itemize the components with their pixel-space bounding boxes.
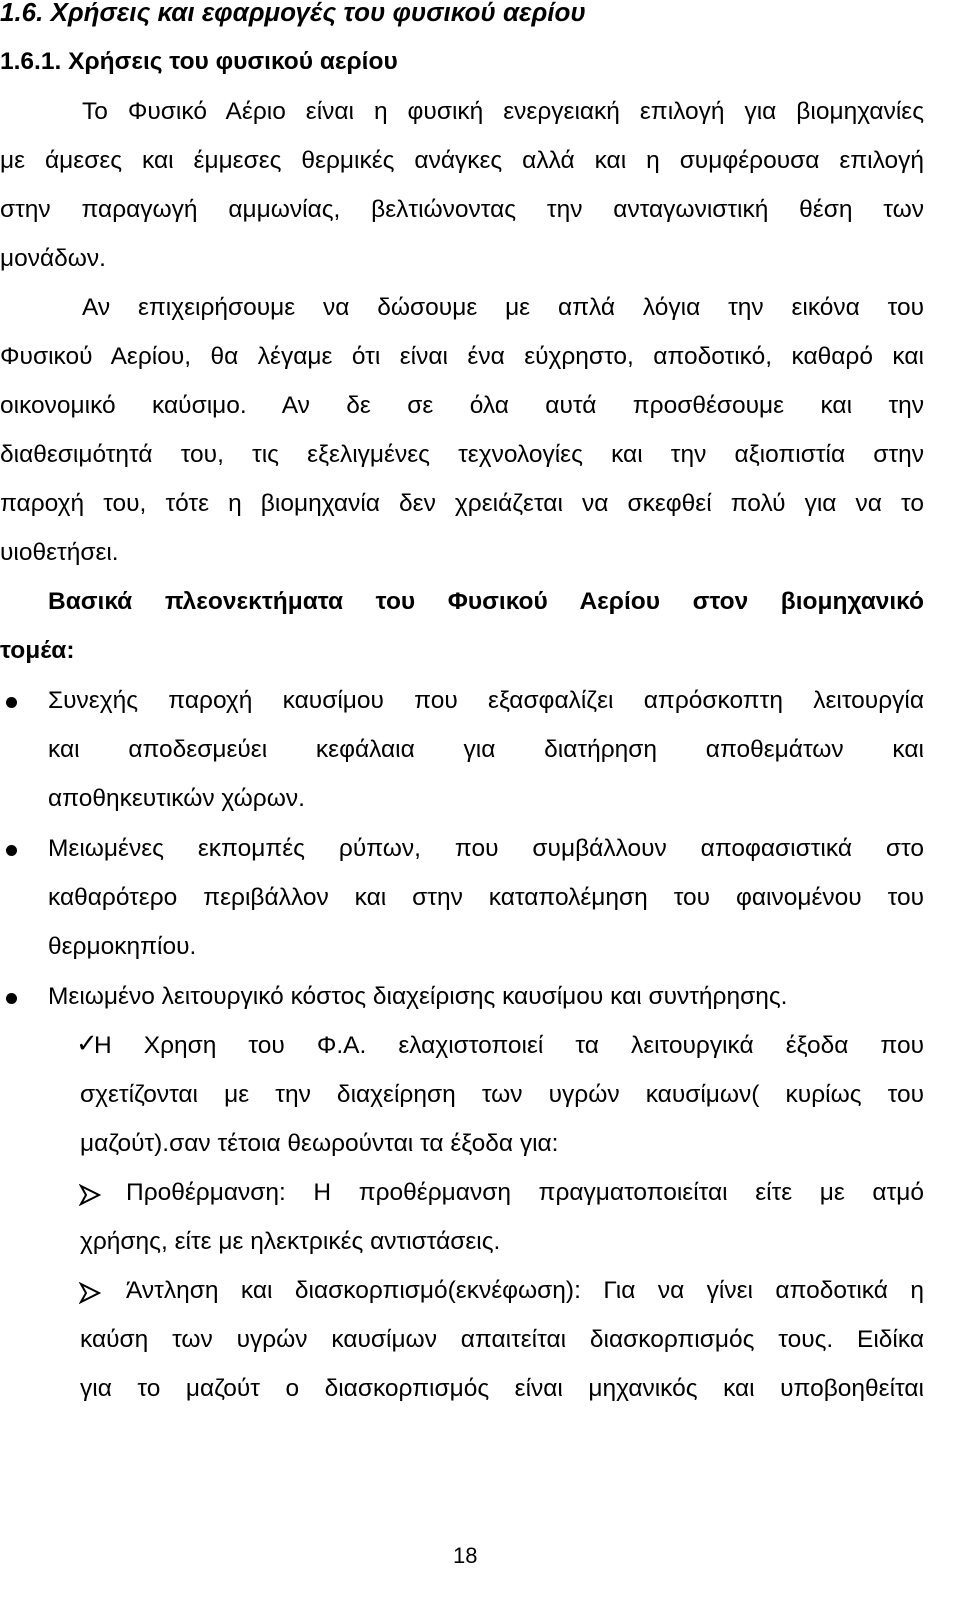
bullet1-line-2: και αποδεσμεύει κεφάλαια για διατήρηση αποθεμάτων και	[48, 736, 924, 763]
check-item-line-2: σχετίζονται με την διαχείρηση των υγρών καυσίμων( κυρίως του	[80, 1081, 924, 1108]
bullet-dot-icon	[6, 697, 17, 708]
bullet1-line-3: αποθηκευτικών χώρων.	[48, 785, 305, 812]
arrow-item1-line-2: χρήσης, είτε με ηλεκτρικές αντιστάσεις.	[80, 1228, 501, 1255]
advantages-heading-line-1: Βασικά πλεονεκτήματα του Φυσικού Αερίου στον βιομηχανικό	[48, 588, 924, 615]
check-item-line-3: μαζούτ).σαν τέτοια θεωρούνται τα έξοδα για:	[80, 1130, 559, 1157]
bullet2-line-2: καθαρότερο περιβάλλον και στην καταπολέμηση του φαινομένου του	[48, 884, 924, 911]
bullet1-line-1: Συνεχής παροχή καυσίμου που εξασφαλίζει απρόσκοπτη λειτουργία	[48, 687, 924, 714]
para2-line-3: οικονομικό καύσιμο. Αν δε σε όλα αυτά προσθέσουμε και την	[0, 392, 924, 419]
para2-line-1: Αν επιχειρήσουμε να δώσουμε με απλά λόγια την εικόνα του	[82, 294, 924, 321]
arrow-item2-line-2: καύση των υγρών καυσίμων απαιτείται διασκορπισμός τους. Ειδίκα	[80, 1326, 924, 1353]
checkmark-icon: ✓	[76, 1029, 98, 1059]
section-heading-1-6: 1.6. Χρήσεις και εφαρμογές του φυσικού αερίου	[0, 0, 586, 27]
arrow-item2-line-3: για το μαζούτ ο διασκορπισμός είναι μηχανικός και υποβοηθείται	[80, 1375, 924, 1402]
para2-line-5: παροχή του, τότε η βιομηχανία δεν χρειάζεται να σκεφθεί πολύ για να το	[0, 490, 924, 517]
arrowhead-bullet-icon	[79, 1282, 101, 1304]
advantages-heading-line-2: τομέα:	[0, 637, 75, 664]
para2-line-2: Φυσικού Αερίου, θα λέγαμε ότι είναι ένα εύχρηστο, αποδοτικό, καθαρό και	[0, 343, 924, 370]
check-item-line-1: Η Χρηση του Φ.Α. ελαχιστοποιεί τα λειτουργικά έξοδα που	[94, 1032, 924, 1059]
bullet-dot-icon	[6, 993, 17, 1004]
para1-line-3: στην παραγωγή αμμωνίας, βελτιώνοντας την ανταγωνιστική θέση των	[0, 196, 924, 223]
arrowhead-bullet-icon	[79, 1184, 101, 1206]
para2-line-4: διαθεσιμότητά του, τις εξελιγμένες τεχνολογίες και την αξιοπιστία στην	[0, 441, 924, 468]
bullet3-line-1: Μειωμένο λειτουργικό κόστος διαχείρισης καυσίμου και συντήρησης.	[48, 983, 788, 1010]
bullet2-line-1: Μειωμένες εκπομπές ρύπων, που συμβάλλουν αποφασιστικά στο	[48, 835, 924, 862]
arrow-item1-line-1: Προθέρμανση: Η προθέρμανση πραγματοποιείται είτε με ατμό	[126, 1179, 924, 1206]
bullet-dot-icon	[6, 845, 17, 856]
page-number: 18	[453, 1543, 478, 1568]
para1-line-1: Το Φυσικό Αέριο είναι η φυσική ενεργειακή επιλογή για βιομηχανίες	[82, 98, 924, 125]
para1-line-4: μονάδων.	[0, 245, 106, 272]
arrow-item2-line-1: Άντληση και διασκορπισμό(εκνέφωση): Για να γίνει αποδοτικά η	[126, 1277, 924, 1304]
para2-line-6: υιοθετήσει.	[0, 539, 119, 566]
section-heading-1-6-1: 1.6.1. Χρήσεις του φυσικού αερίου	[0, 48, 398, 75]
bullet2-line-3: θερμοκηπίου.	[48, 933, 197, 960]
para1-line-2: με άμεσες και έμμεσες θερμικές ανάγκες αλλά και η συμφέρουσα επιλογή	[0, 147, 924, 174]
